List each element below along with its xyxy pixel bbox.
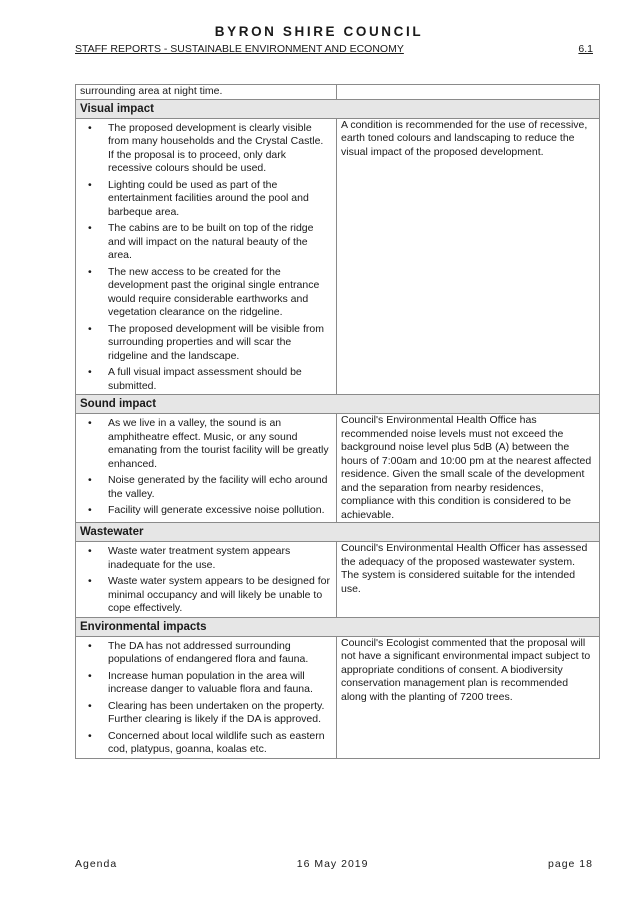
response-cell — [337, 414, 600, 523]
section-title: Visual impact — [76, 99, 600, 118]
list-item: • Clearing has been undertaken on the property. Further clearing is likely if the DA is approved. — [80, 700, 332, 727]
list-item: • The new access to be created for the development past the original single entrance would require considerable earthworks and vegetation clearance on the ridgeline. — [80, 266, 332, 320]
footer-page-number: page 18 — [548, 858, 593, 870]
list-item: • A full visual impact assessment should be submitted. — [80, 366, 332, 393]
response-text: A condition is recommended for the use of recessive, earth toned colours and landscaping to reduce the visual impact of the proposed development. — [341, 118, 588, 158]
list-item: • Noise generated by the facility will echo around the valley. — [80, 474, 332, 501]
issues-cell — [76, 414, 337, 523]
list-item: • The proposed development will be visible from surrounding properties and will scar the ridgeline and the landscape. — [80, 323, 332, 364]
list-item: • Concerned about local wildlife such as eastern cod, platypus, goanna, koalas etc. — [80, 730, 332, 757]
footer-date: 16 May 2019 — [296, 858, 369, 870]
continued-response-cell — [337, 85, 600, 100]
list-item: • Waste water treatment system appears inadequate for the use. — [80, 545, 332, 572]
section-title: Sound impact — [76, 395, 600, 414]
response-text: Council's Environmental Health Office has recommended noise levels must not exceed the background noise level plus 5dB (A) between the hours of 7:00am and 10:00 pm at the nearest affected residence. Given the small scale of the development and the separation from nearby residences, compliance with this condition is considered to be achievable. — [341, 414, 592, 521]
table-row — [76, 118, 600, 395]
section-title: Wastewater — [76, 523, 600, 542]
table-row — [76, 414, 600, 523]
list-item: • Facility will generate excessive noise pollution. — [80, 504, 332, 518]
report-title: STAFF REPORTS - SUSTAINABLE ENVIRONMENT AND ECONOMY — [75, 43, 404, 55]
list-item: • As we live in a valley, the sound is an amphitheatre effect. Music, or any sound emanating from the tourist facility will be greatly enhanced. — [80, 417, 332, 471]
section-header-visual-impact — [76, 99, 600, 118]
issue-list — [80, 414, 332, 518]
table-row — [76, 542, 600, 618]
table-row — [76, 85, 600, 100]
response-cell — [337, 636, 600, 758]
footer-agenda: Agenda — [75, 858, 118, 870]
issue-list — [80, 542, 332, 616]
issues-cell — [76, 542, 337, 618]
council-name: BYRON SHIRE COUNCIL — [214, 24, 424, 39]
list-item: • The DA has not addressed surrounding populations of endangered flora and fauna. — [80, 640, 332, 667]
issue-list — [80, 119, 332, 394]
list-item: • The proposed development is clearly visible from many households and the Crystal Castle. If the proposal is to proceed, only dark recessive colours should be used. — [80, 122, 332, 176]
page-footer — [75, 858, 593, 870]
list-item: • Increase human population in the area will increase danger to valuable flora and fauna. — [80, 670, 332, 697]
section-header-sound-impact — [76, 395, 600, 414]
item-number: 6.1 — [578, 43, 593, 55]
response-text: Council's Environmental Health Officer has assessed the adequacy of the proposed wastewater system. The system is considered suitable for the intended use. — [341, 542, 588, 595]
issues-cell — [76, 118, 337, 395]
response-cell — [337, 118, 600, 395]
section-header-environmental-impacts — [76, 617, 600, 636]
report-header — [75, 43, 593, 55]
section-title: Environmental impacts — [76, 617, 600, 636]
table-row — [76, 636, 600, 758]
list-item: • The cabins are to be built on top of the ridge and will impact on the natural beauty of the area. — [80, 222, 332, 263]
submissions-table — [75, 84, 600, 759]
section-header-wastewater — [76, 523, 600, 542]
response-text: Council's Ecologist commented that the proposal will not have a significant environmental impact subject to appropriate conditions of consent. A biodiversity conservation management plan is recommended along with the planting of 7200 trees. — [341, 636, 591, 703]
list-item: • Lighting could be used as part of the entertainment facilities around the pool and barbeque area. — [80, 179, 332, 220]
continued-issue-text: surrounding area at night time. — [76, 85, 337, 100]
response-cell — [337, 542, 600, 618]
issue-list — [80, 637, 332, 757]
list-item: • Waste water system appears to be designed for minimal occupancy and will likely be unable to cope effectively. — [80, 575, 332, 616]
issues-cell — [76, 636, 337, 758]
